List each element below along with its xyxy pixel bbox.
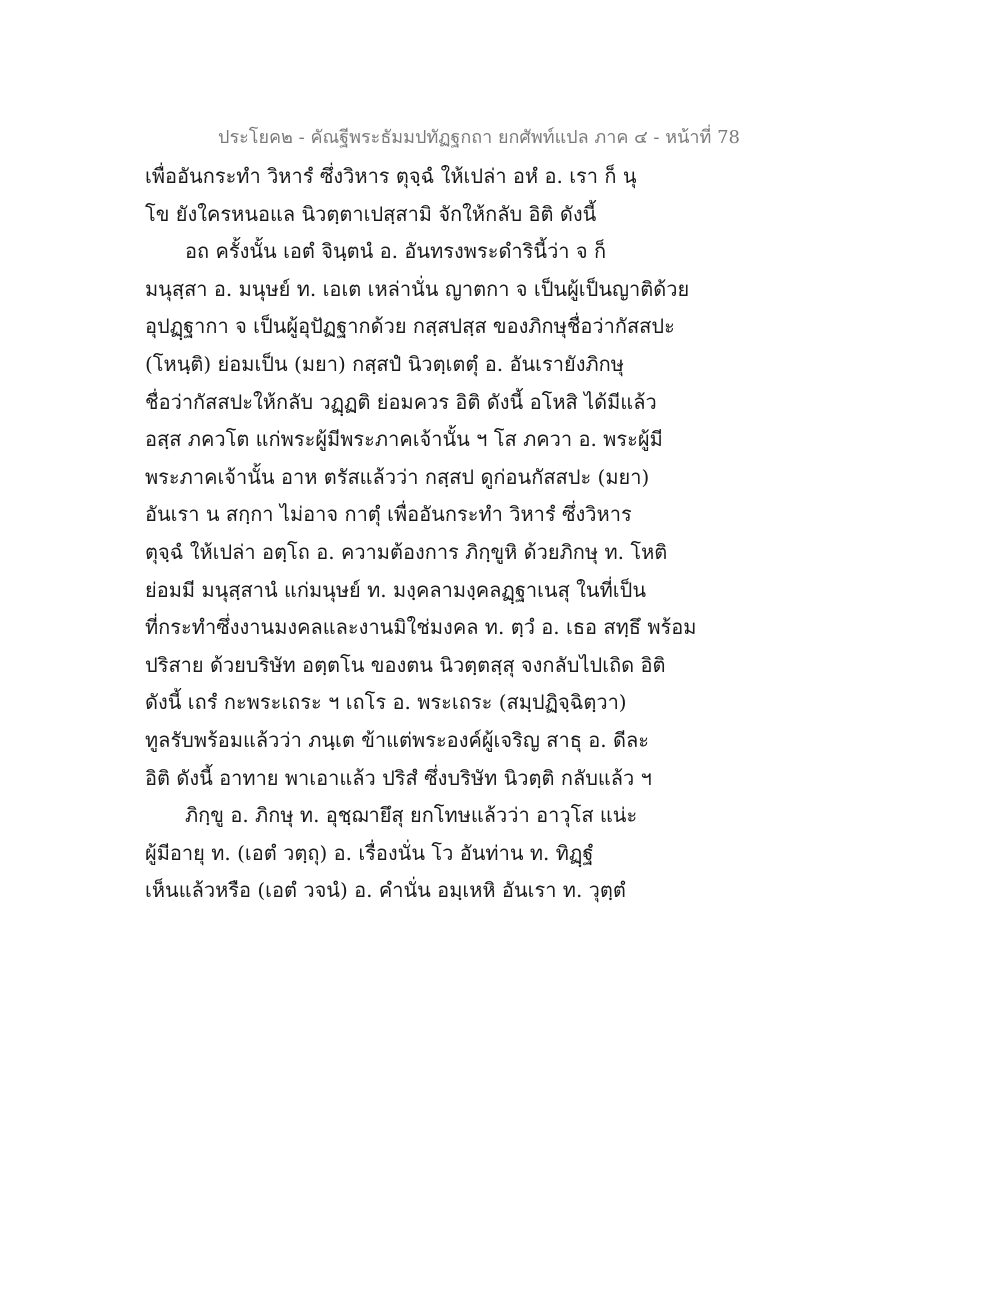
- text-line: (โหนฺติ) ย่อมเป็น (มยา) กสฺสปํ นิวตฺเตตุํ อ. อันเรายังภิกษุ: [145, 351, 624, 376]
- text-line: อันเรา น สกฺกา ไม่อาจ กาตุํ เพื่ออันกระทำ วิหารํ ซึ่งวิหาร: [145, 502, 632, 527]
- text-line: ทูลรับพร้อมแล้วว่า ภนฺเต ข้าแต่พระองค์ผู้เจริญ สาธุ อ. ดีละ: [145, 727, 649, 752]
- text-line: ปริสาย ด้วยบริษัท อตฺตโน ของตน นิวตฺตสฺสุ จงกลับไปเถิด อิติ: [145, 652, 666, 677]
- text-line: เห็นแล้วหรือ (เอตํ วจนํ) อ. คำนั่น อมฺเหหิ อันเรา ท. วุตฺตํ: [145, 878, 626, 903]
- body-text: [145, 158, 705, 910]
- text-line: พระภาคเจ้านั้น อาห ตรัสแล้วว่า กสฺสป ดูก่อนกัสสปะ (มยา): [145, 464, 650, 489]
- text-line: ผู้มีอายุ ท. (เอตํ วตฺถุ) อ. เรื่องนั่น โว อันท่าน ท. ทิฏฺฐํ: [145, 840, 594, 865]
- text-line: โข ยังใครหนอแล นิวตฺตาเปสฺสามิ จักให้กลับ อิติ ดังนี้: [145, 201, 597, 226]
- text-line: ดังนี้ เถรํ กะพระเถระ ฯ เถโร อ. พระเถระ (สมฺปฏิจฺฉิตฺวา): [145, 690, 627, 715]
- text-line: ชื่อว่ากัสสปะให้กลับ วฏฺฏติ ย่อมควร อิติ ดังนี้ อโหสิ ได้มีแล้ว: [145, 389, 657, 414]
- text-line: เพื่ออันกระทำ วิหารํ ซึ่งวิหาร ตุจฺฉํ ให้เปล่า อหํ อ. เรา ก็ นุ: [145, 164, 637, 188]
- text-line: ย่อมมี มนุสฺสานํ แก่มนุษย์ ท. มงฺคลามงฺคลฏฺฐาเนสุ ในที่เป็น: [145, 577, 646, 602]
- text-line: อุปฏฺฐากา จ เป็นผู้อุปัฏฐากด้วย กสฺสปสฺส ของภิกษุชื่อว่ากัสสปะ: [145, 314, 675, 339]
- text-line: มนุสฺสา อ. มนุษย์ ท. เอเต เหล่านั่น ญาตกา จ เป็นผู้เป็นญาติด้วย: [145, 276, 690, 301]
- text-line: ตุจฺฉํ ให้เปล่า อตฺโถ อ. ความต้องการ ภิกฺขูหิ ด้วยภิกษุ ท. โหติ: [145, 539, 668, 564]
- paragraph-start-line: อถ ครั้งนั้น เอตํ จินฺตนํ อ. อันทรงพระดำรินี้ว่า จ ก็: [185, 239, 607, 264]
- text-line: อสฺส ภควโต แก่พระผู้มีพระภาคเจ้านั้น ฯ โส ภควา อ. พระผู้มี: [145, 427, 663, 452]
- text-line: อิติ ดังนี้ อาทาย พาเอาแล้ว ปริสํ ซึ่งบริษัท นิวตฺติ กลับแล้ว ฯ: [145, 765, 652, 790]
- running-header: ประโยค๒ - คัณฐีพระธัมมปทัฏฐกถา ยกศัพท์แปล ภาค ๔ - หน้าที่ 78: [218, 127, 740, 148]
- paragraph-start-line: ภิกฺขู อ. ภิกษุ ท. อุชฺฌายึสุ ยกโทษแล้วว่า อาวุโส แน่ะ: [185, 803, 638, 828]
- text-line: ที่กระทำซึ่งงานมงคลและงานมิใช่มงคล ท. ตฺวํ อ. เธอ สทฺธึ พร้อม: [145, 615, 697, 640]
